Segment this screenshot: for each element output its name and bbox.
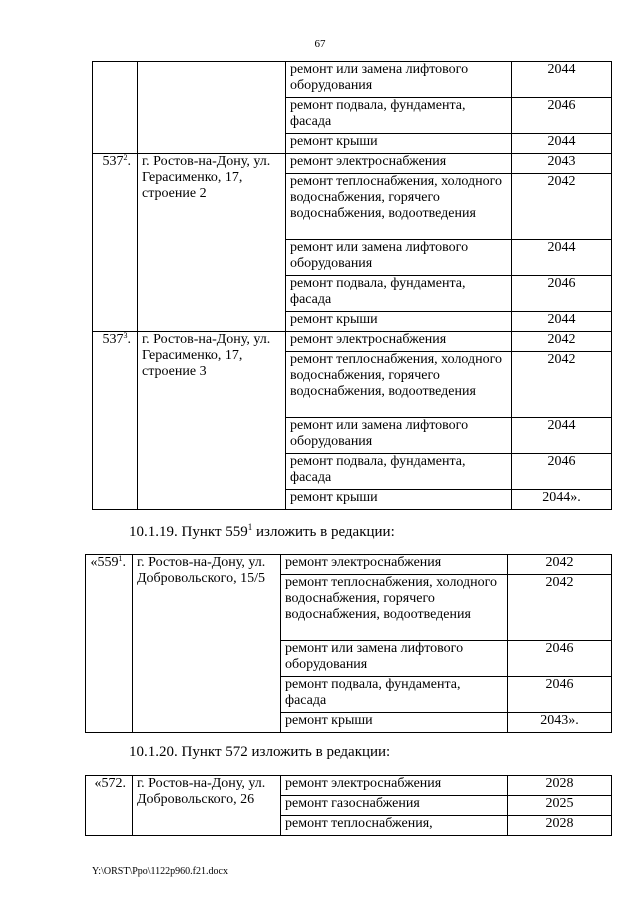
work-cell: ремонт теплоснабжения, холодного водоснабжения, горячего водоснабжения, водоотведения [286, 352, 512, 418]
year-cell: 2044 [512, 312, 612, 332]
work-cell: ремонт крыши [286, 490, 512, 510]
work-cell: ремонт газоснабжения [281, 796, 508, 816]
year-cell: 2042 [508, 575, 612, 641]
work-cell: ремонт подвала, фундамента, фасада [281, 677, 508, 713]
year-cell: 2044 [512, 418, 612, 454]
year-cell: 2028 [508, 776, 612, 796]
work-cell: ремонт электроснабжения [281, 776, 508, 796]
year-cell: 2042 [512, 174, 612, 240]
item-number: «572. [86, 776, 133, 836]
work-cell: ремонт крыши [286, 134, 512, 154]
work-cell: ремонт подвала, фундамента, фасада [286, 276, 512, 312]
work-cell: ремонт крыши [286, 312, 512, 332]
work-cell: ремонт или замена лифтового оборудования [286, 418, 512, 454]
year-cell: 2042 [512, 332, 612, 352]
work-cell: ремонт подвала, фундамента, фасада [286, 98, 512, 134]
year-cell: 2028 [508, 816, 612, 836]
year-cell: 2044 [512, 134, 612, 154]
work-cell: ремонт теплоснабжения, холодного водоснабжения, горячего водоснабжения, водоотведения [281, 575, 508, 641]
address-cell [138, 62, 286, 154]
year-cell: 2043 [512, 154, 612, 174]
year-cell: 2042 [512, 352, 612, 418]
section-heading-10-1-20: 10.1.20. Пункт 572 изложить в редакции: [129, 744, 391, 760]
work-cell: ремонт электроснабжения [286, 332, 512, 352]
work-cell: ремонт крыши [281, 713, 508, 733]
repair-schedule-table-1 [92, 61, 612, 510]
document-path-footer: Y:\ORST\Ppo\1122p960.f21.docx [92, 866, 228, 877]
work-cell: ремонт подвала, фундамента, фасада [286, 454, 512, 490]
table-row [93, 62, 612, 98]
repair-schedule-table-3 [85, 775, 612, 836]
work-cell: ремонт теплоснабжения, [281, 816, 508, 836]
item-number: $537^3$. [93, 332, 138, 510]
address-cell: г. Ростов-на-Дону, ул. Добровольского, 15/5 [133, 555, 281, 733]
repair-schedule-table-2 [85, 554, 612, 733]
year-cell: 2044 [512, 240, 612, 276]
work-cell: ремонт или замена лифтового оборудования [281, 641, 508, 677]
number-cell [93, 62, 138, 154]
table-row [86, 776, 612, 796]
item-number: «$559^1$. [86, 555, 133, 733]
work-cell: ремонт или замена лифтового оборудования [286, 240, 512, 276]
year-cell: 2046 [508, 641, 612, 677]
year-cell: 2046 [512, 276, 612, 312]
work-cell: ремонт теплоснабжения, холодного водоснабжения, горячего водоснабжения, водоотведения [286, 174, 512, 240]
year-cell: 2042 [508, 555, 612, 575]
item-number: $537^2$. [93, 154, 138, 332]
work-cell: ремонт электроснабжения [286, 154, 512, 174]
page-number: 67 [314, 38, 326, 50]
year-cell: 2046 [508, 677, 612, 713]
address-cell: г. Ростов-на-Дону, ул. Герасименко, 17, строение 2 [138, 154, 286, 332]
year-cell: 2044». [512, 490, 612, 510]
year-cell: 2046 [512, 454, 612, 490]
year-cell: 2046 [512, 98, 612, 134]
address-cell: г. Ростов-на-Дону, ул. Герасименко, 17, строение 3 [138, 332, 286, 510]
work-cell: ремонт электроснабжения [281, 555, 508, 575]
year-cell: 2043». [508, 713, 612, 733]
table-row [93, 154, 612, 174]
year-cell: 2025 [508, 796, 612, 816]
table-row [86, 555, 612, 575]
address-cell: г. Ростов-на-Дону, ул. Добровольского, 26 [133, 776, 281, 836]
section-heading-10-1-19: 10.1.19. Пункт $559^1$ изложить в редакции: [129, 522, 395, 540]
year-cell: 2044 [512, 62, 612, 98]
table-row [93, 332, 612, 352]
work-cell: ремонт или замена лифтового оборудования [286, 62, 512, 98]
